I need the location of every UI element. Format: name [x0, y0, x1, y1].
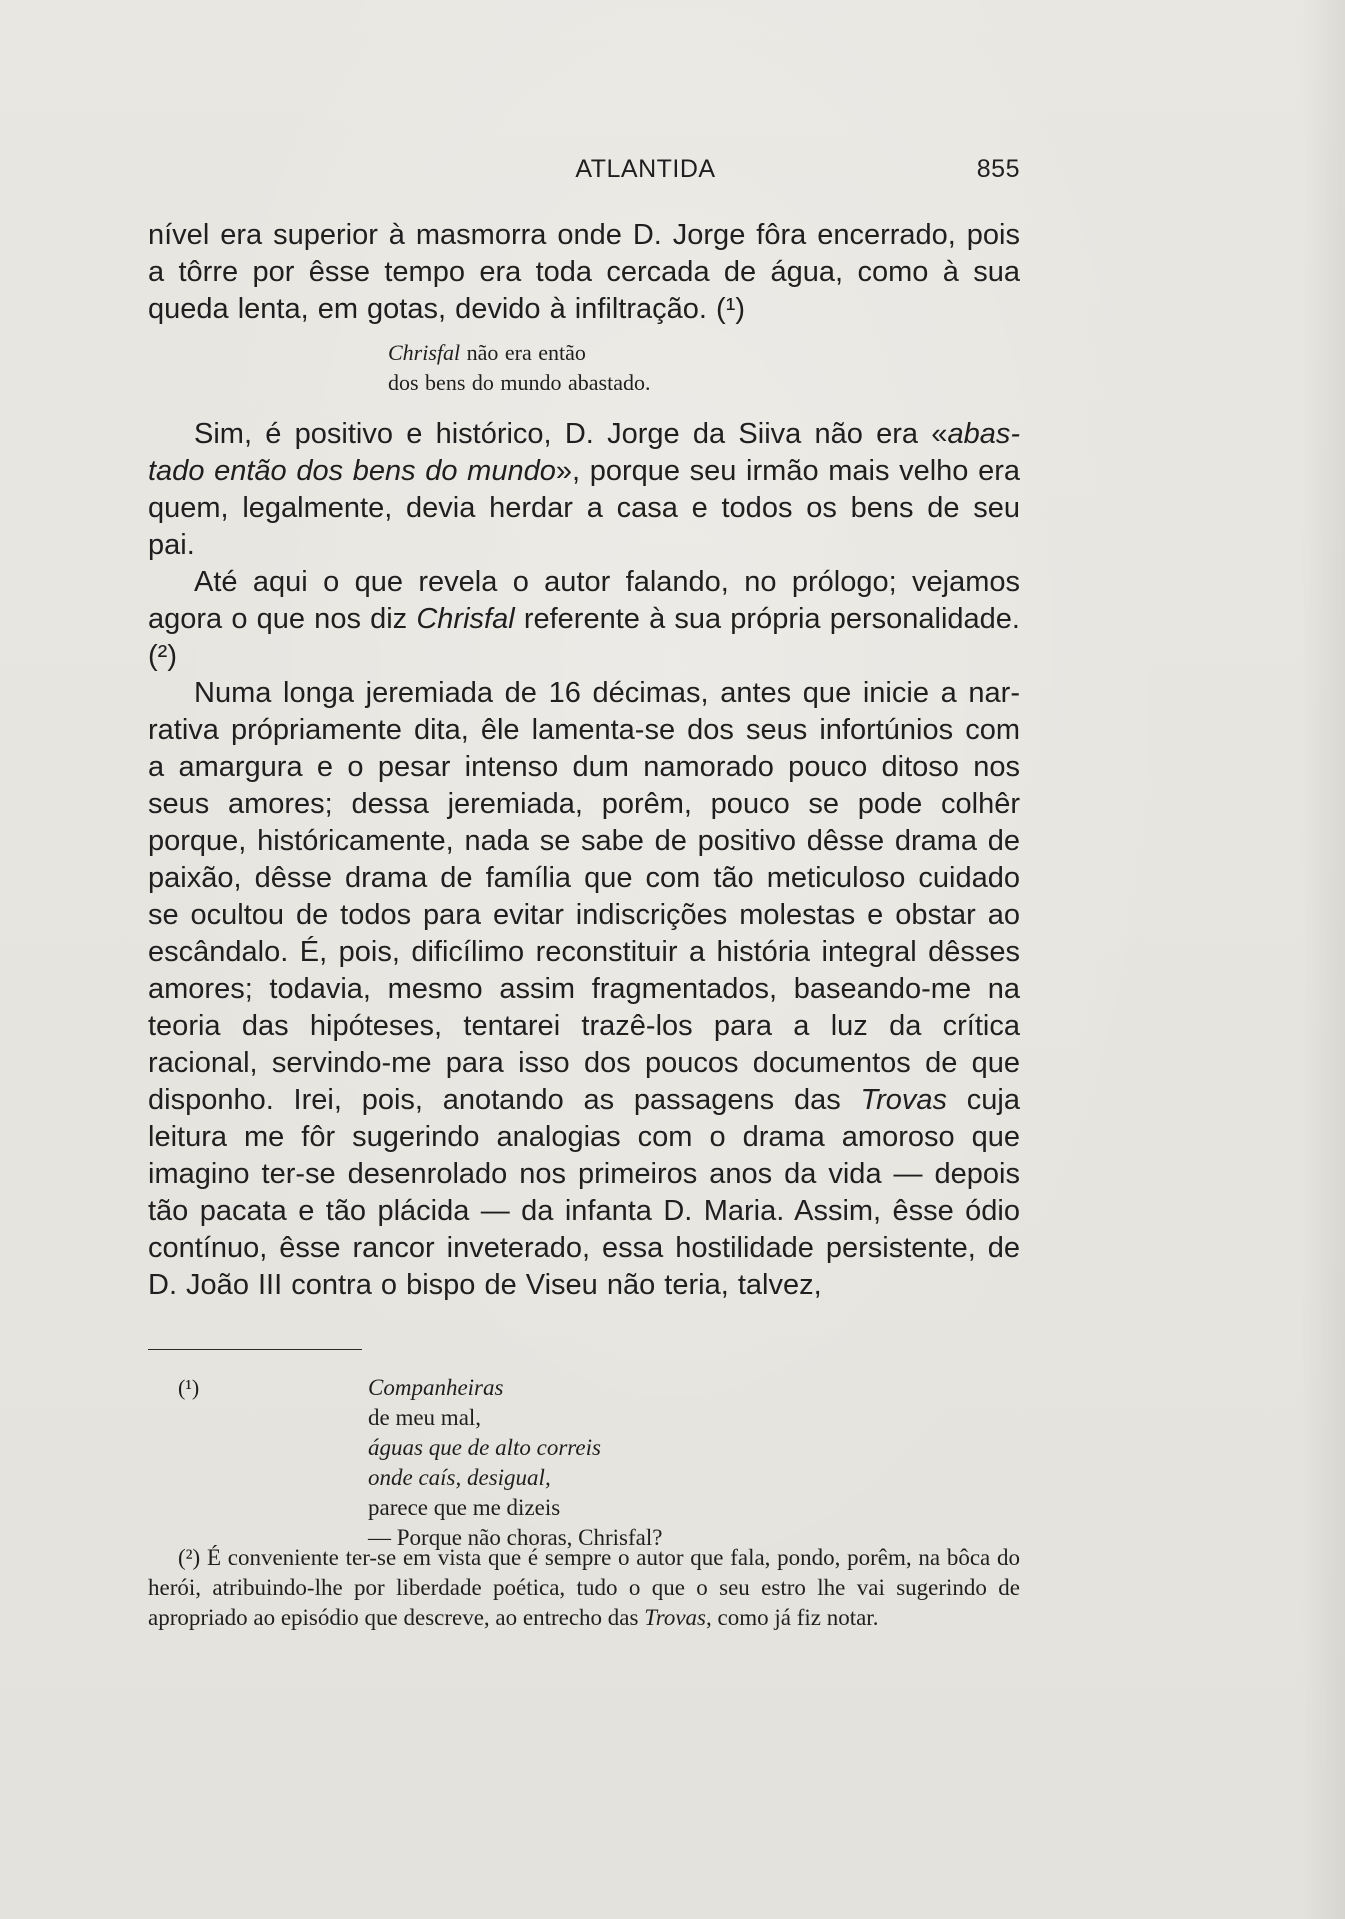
- paragraph-1: [148, 217, 1020, 328]
- footnote-1-line-1-rest: de meu mal,: [368, 1405, 482, 1430]
- paragraph-3-italic: Chrisfal: [416, 603, 515, 635]
- footnote-1-line-1-italic: Companheiras: [368, 1375, 504, 1400]
- paragraph-4-italic: Trovas: [860, 1084, 947, 1116]
- paragraph-2: [148, 416, 1020, 564]
- footnote-2-start: É conveniente ter-se em vista que é sempre o autor que fala, pondo, porêm, na bôca do herói, atribuindo-lhe por liberdade poética, tudo o que o seu estro lhe vai sugerindo de apropriado ao episódio que descreve, ao entrecho das: [148, 1545, 1020, 1630]
- paragraph-4-start: Numa longa jeremiada de 16 décimas, antes que inicie a narrativa própriamente dita, êle lamenta-se dos seus infortúnios com a amargura e o pesar intenso dum namorado pouco ditoso nos seus amores; dessa jeremiada, porêm, pouco se pode colhêr porque, históricamente, nada se sabe de positivo dêsse drama de paixão, dêsse drama de família que com tão meticuloso cuidado se ocultou de todos para evitar indiscrições molestas e obstar ao escândalo. É, pois, dificílimo reconstituir a história integral dêsses amores; todavia, mesmo assim fragmentados, baseando-me na teoria das hipóteses, tentarei trazê-los para a luz da crítica racional, servindo-me para isso dos poucos documentos de que disponho. Irei, pois, anotando as passagens das: [148, 677, 1020, 1116]
- running-head: ATLANTIDA: [575, 155, 716, 183]
- footnote-1-marker: (¹): [178, 1375, 200, 1400]
- paragraph-2-italic: abastado então dos bens do mundo: [148, 418, 1020, 487]
- footnote-1-verse: [368, 1373, 662, 1553]
- verse-quote: [148, 338, 1020, 398]
- footnote-1: [148, 1373, 1020, 1550]
- verse-italic-name: Chrisfal: [388, 340, 461, 365]
- paragraph-3: [148, 564, 1020, 675]
- footnote-2-italic: Trovas: [644, 1605, 706, 1630]
- verse-line-1: [388, 338, 1020, 368]
- verse-line-2: dos bens do mundo abastado.: [388, 370, 651, 395]
- footnote-reference-1: (¹): [716, 293, 746, 325]
- footnote-2: [148, 1543, 1020, 1633]
- paragraph-3-end: referente à sua própria personalidade.: [514, 603, 1020, 635]
- paragraph-4: [148, 675, 1020, 1304]
- footnote-1-line-3: onde caís, desigual,: [368, 1465, 551, 1490]
- footnote-1-line-2: águas que de alto correis: [368, 1435, 601, 1460]
- paragraph-2-start: Sim, é positivo e histórico, D. Jorge da Siiva não era «: [194, 418, 948, 450]
- paragraph-1-text: nível era superior à masmorra onde D. Jorge fôra encerrado, pois a tôrre por êsse tempo era toda cercada de água, como à sua queda lenta, em gotas, devido à infiltração.: [148, 219, 1020, 325]
- footnotes: [148, 1373, 1020, 1656]
- verse-line-1-rest: não era então: [460, 340, 586, 365]
- paragraph-2-end: », porque seu irmão mais velho era quem, legalmente, devia herdar a casa e todos os bens de seu pai.: [148, 455, 1020, 561]
- footnote-2-end: , como já fiz notar.: [706, 1605, 879, 1630]
- paragraph-3-start: Até aqui o que revela o autor falando, no prólogo; vejamos agora o que nos diz: [148, 566, 1020, 635]
- paragraph-4-end: cuja leitura me fôr sugerindo analogias com o drama amoroso que imagino ter-se desenrolado nos primeiros anos da vida — depois tão pacata e tão plácida — da infanta D. Maria. Assim, êsse ódio contínuo, êsse rancor inveterado, essa hostilidade persistente, de D. João III contra o bispo de Viseu não teria, talvez,: [148, 1084, 1020, 1301]
- footnote-1-line-4: parece que me dizeis: [368, 1495, 561, 1520]
- page-header: [148, 155, 1020, 189]
- footnote-1-line-1: [368, 1373, 662, 1433]
- footnote-1-line-5: — Porque não choras, Chrisfal?: [368, 1525, 663, 1550]
- page-edge-shadow: [1301, 0, 1345, 1919]
- footnote-divider: [148, 1349, 362, 1350]
- footnote-reference-2: (²): [148, 640, 177, 672]
- main-text: [148, 217, 1020, 1304]
- footnote-2-marker: (²): [178, 1545, 201, 1570]
- page-number: 855: [976, 155, 1020, 183]
